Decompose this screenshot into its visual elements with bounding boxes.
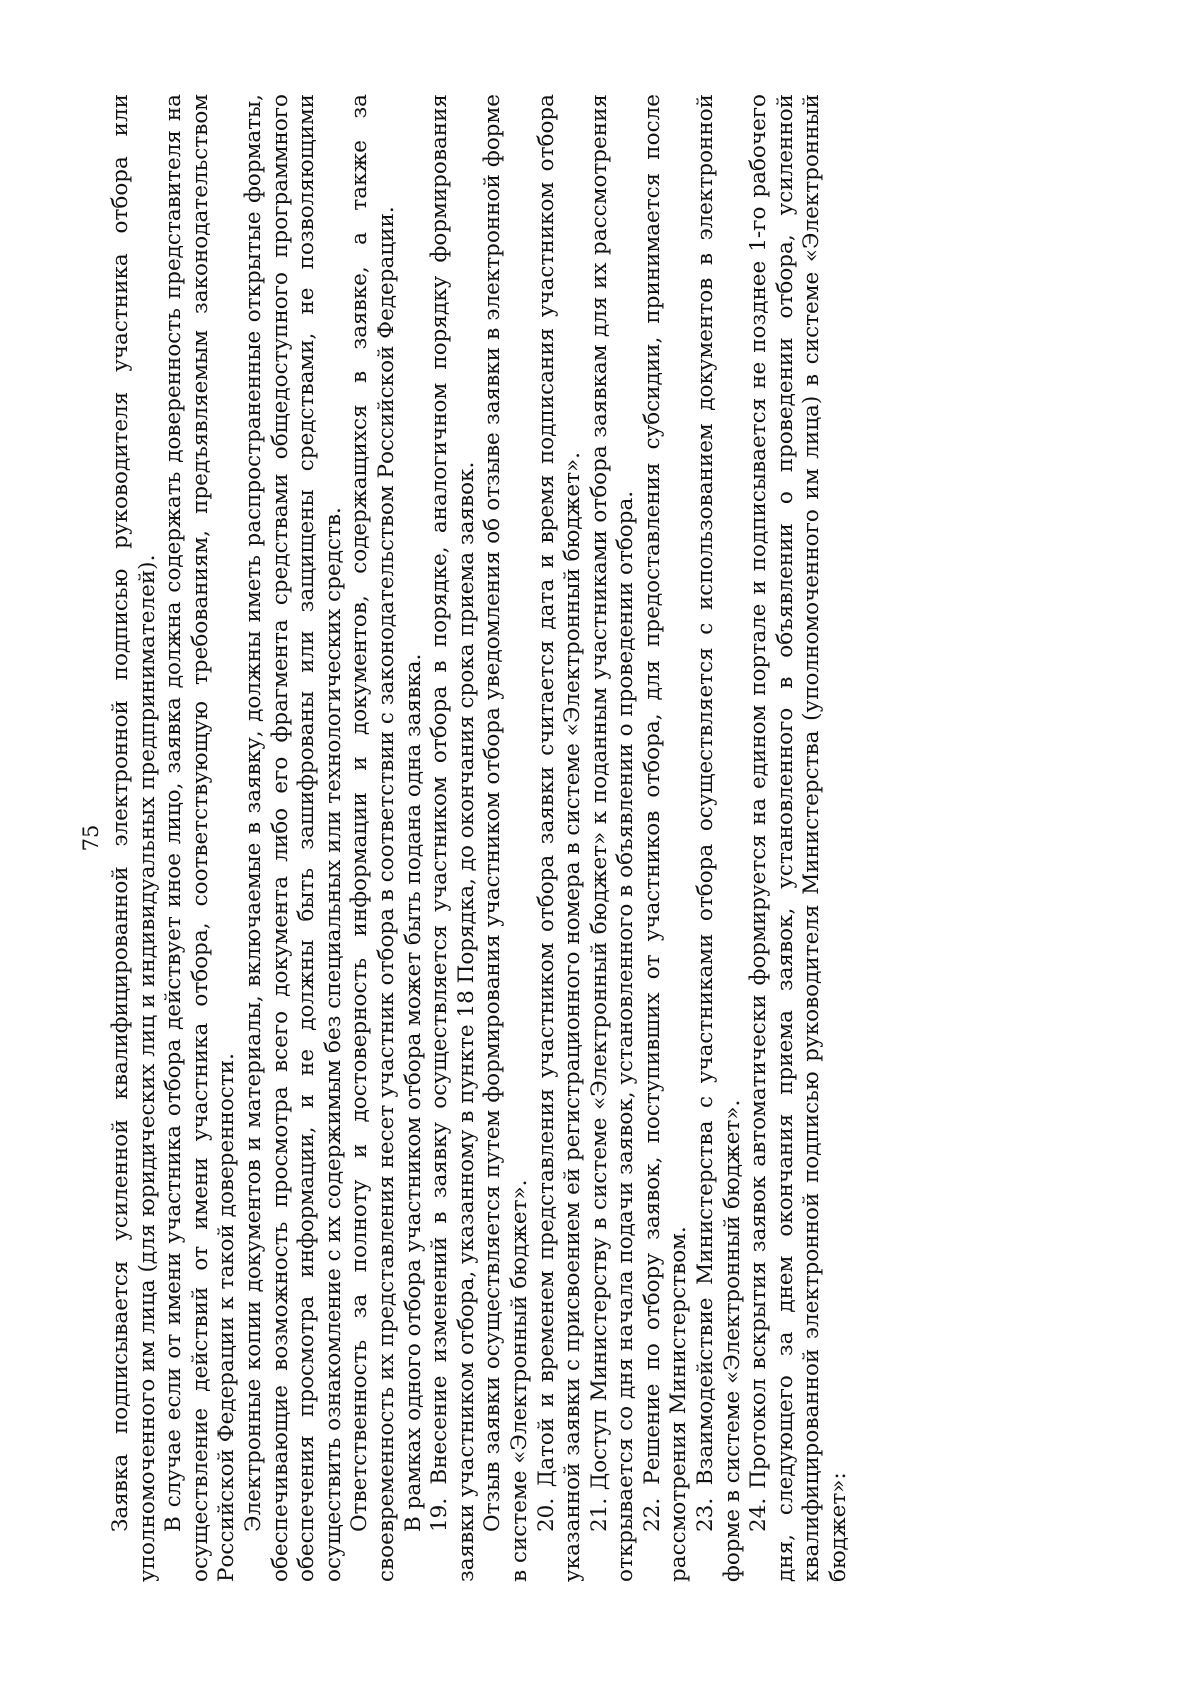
paragraph-signature: Заявка подписывается усиленной квалифицированной электронной подписью руководителя участника отбора или уполномоченного им лица (для юридических лиц и индивидуальных предпринимателей). <box>108 94 160 1582</box>
paragraph-item-19: 19. Внесение изменений в заявку осуществляется участником отбора в порядке, аналогичном порядку формирования заявки участником отбора, указанному в пункте 18 Порядка, до окончания срока приема заявок. <box>427 94 479 1582</box>
paragraph-item-20: 20. Датой и временем представления участником отбора заявки считается дата и время подписания участником отбора указанной заявки с присвоением ей регистрационного номера в системе «Электронный бюджет». <box>533 94 586 1582</box>
rotated-text-block <box>78 94 853 1582</box>
paragraph-item-21: 21. Доступ Министерству в системе «Электронный бюджет» к поданным участниками отбора заявкам для их рассмотрения открывается со дня начала подачи заявок, установленного в объявлении о проведении отбора. <box>586 94 639 1582</box>
paragraph-electronic-copies: Электронные копии документов и материалы, включаемые в заявку, должны иметь распространенные открытые форматы, обеспечивающие возможность просмотра всего документа либо его фрагмента средствами общедоступного программного обеспечения просмотра информации, и не должны быть зашифрованы или защищены средствами, не позволяющими осуществить ознакомление с их содержимым без специальных или технологических средств. <box>240 94 346 1582</box>
paragraph-one-application: В рамках одного отбора участником отбора может быть подана одна заявка. <box>400 653 426 1532</box>
paragraph-item-23: 23. Взаимодействие Министерства с участниками отбора осуществляется с использованием документов в электронной форме в системе «Электронный бюджет». <box>693 94 745 1582</box>
paragraph-item-24: 24. Протокол вскрытия заявок автоматически формируется на едином портале и подписывается не позднее 1-го рабочего дня, следующего за днем окончания приема заявок, установленного в объявлении о проведении отбора, усиленной квалифицированной электронной подписью руководителя Министерства (уполномоченного им лица) в системе «Электронный бюджет»: <box>746 94 852 1582</box>
paragraph-representative: В случае если от имени участника отбора действует иное лицо, заявка должна содержать доверенность представителя на осуществление действий от имени участника отбора, соответствующую требованиям, предъявляемым законодательством Российской Федерации к такой доверенности. <box>161 94 240 1582</box>
paragraph-item-22: 22. Решение по отбору заявок, поступивших от участников отбора, для предоставления субсидии, принимается после рассмотрения Министерством. <box>639 94 692 1582</box>
paragraph-withdrawal: Отзыв заявки осуществляется путем формирования участником отбора уведомления об отзыве заявки в электронной форме в системе «Электронный бюджет». <box>480 94 532 1582</box>
page-number: 75 <box>79 824 103 852</box>
paragraph-responsibility: Ответственность за полноту и достоверность информации и документов, содержащихся в заявке, а также за своевременность их представления несет участник отбора в соответствии с законодательством Российской Федерации. <box>347 94 399 1582</box>
